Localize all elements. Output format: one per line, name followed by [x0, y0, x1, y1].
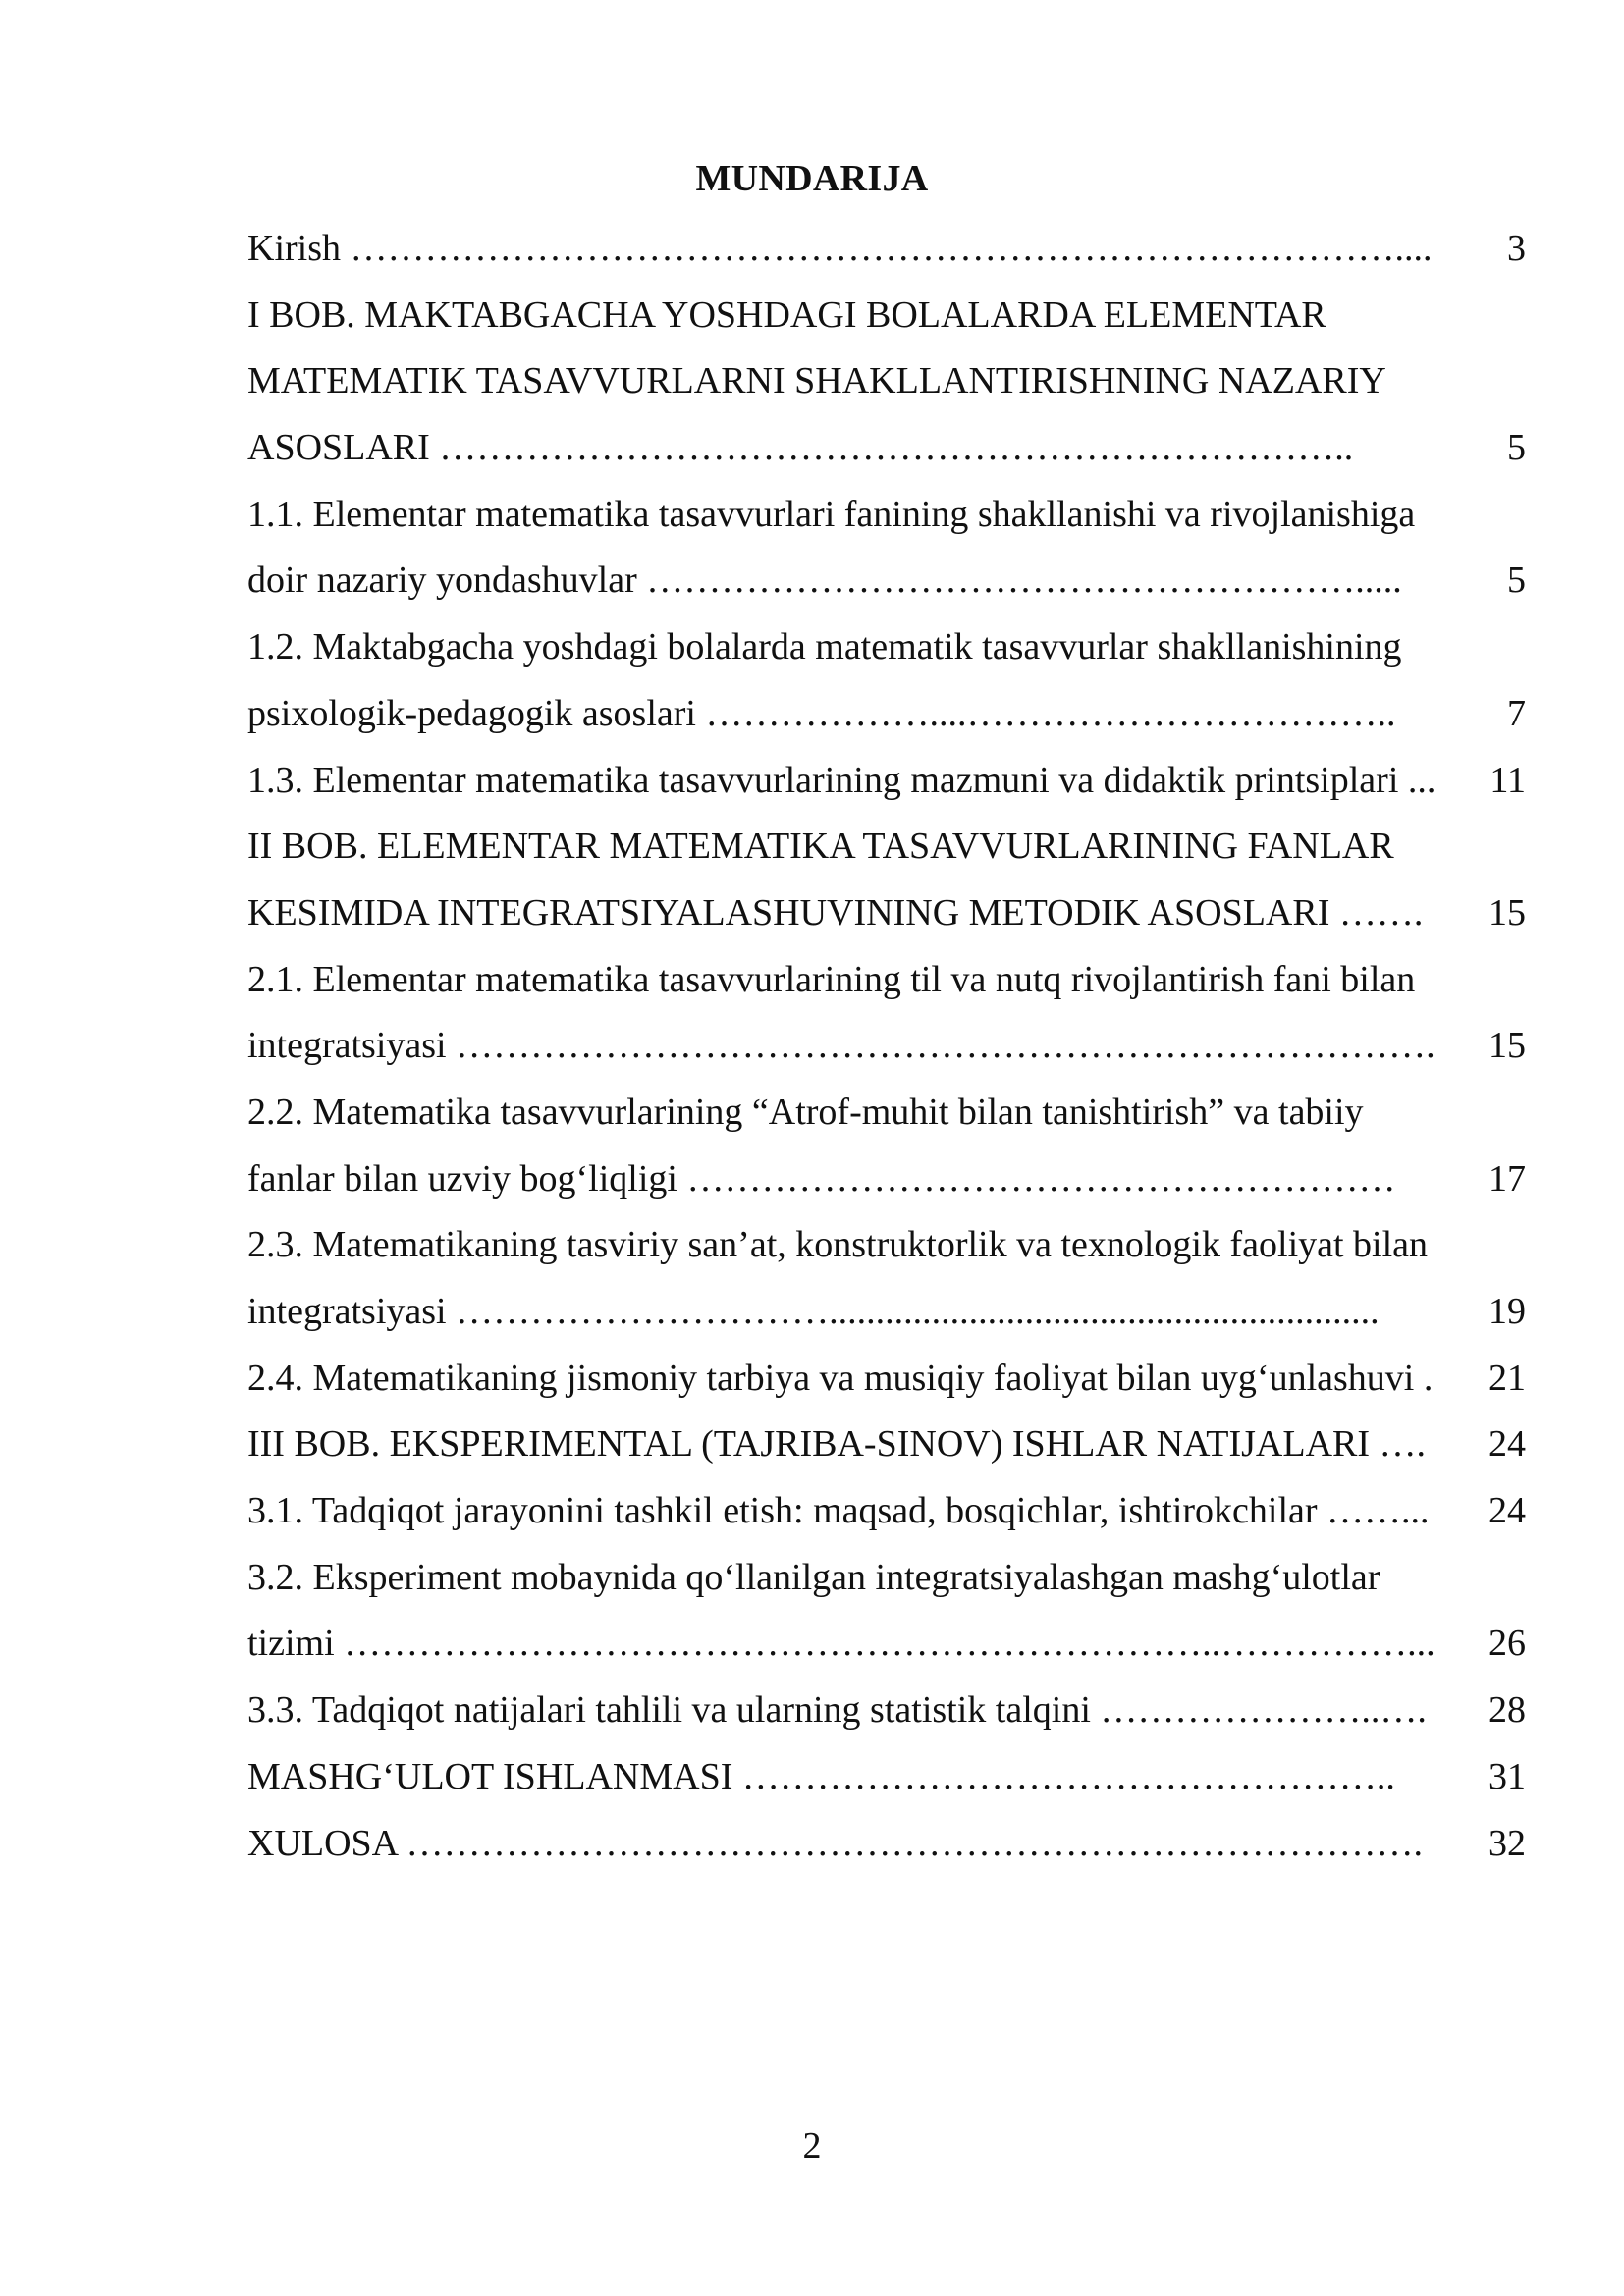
toc-entry-text: 1.1. Elementar matematika tasavvurlari fanining shakllanishi va rivojlanishiga	[247, 493, 1416, 535]
toc-line	[247, 1212, 1526, 1279]
toc-line	[247, 681, 1526, 748]
toc-entry-text: 2.3. Matematikaning tasviriy san’at, konstruktorlik va texnologik faoliyat bilan	[247, 1224, 1429, 1266]
toc-entry-text: 3.3. Tadqiqot natijalari tahlili va ularning statistik talqini …………………..….	[247, 1689, 1427, 1732]
toc-entry-text: integratsiyasi …………………………...........................................................	[247, 1291, 1380, 1332]
toc-entry-text: II BOB. ELEMENTAR MATEMATIKA TASAVVURLARINING FANLAR	[247, 826, 1394, 868]
toc-page-number: 17	[1489, 1157, 1526, 1200]
toc-page-number: 31	[1489, 1755, 1526, 1797]
toc-line	[247, 1147, 1526, 1213]
toc-line	[247, 415, 1526, 482]
toc-entry-text: I BOB. MAKTABGACHA YOSHDAGI BOLALARDA ELEMENTAR	[247, 294, 1326, 336]
toc-page-number: 28	[1489, 1689, 1526, 1732]
toc-entry-text: doir nazariy yondashuvlar ………………………………………………….....	[247, 560, 1402, 602]
toc-entry-text: KESIMIDA INTEGRATSIYALASHUVINING METODIK ASOSLARI …….	[247, 891, 1424, 934]
toc-line	[247, 814, 1526, 881]
toc-page-number: 19	[1489, 1291, 1526, 1332]
toc-page-number: 24	[1489, 1490, 1526, 1532]
toc-line	[247, 482, 1526, 549]
toc-title: MUNDARIJA	[695, 158, 929, 199]
toc-line	[247, 1346, 1526, 1413]
toc-line	[247, 1080, 1526, 1147]
toc-line	[247, 1279, 1526, 1346]
toc-entry-text: 3.1. Tadqiqot jarayonini tashkil etish: maqsad, bosqichlar, ishtirokchilar ……...	[247, 1490, 1430, 1532]
toc-page-number: 7	[1507, 692, 1526, 734]
page-number: 2	[802, 2125, 822, 2166]
toc-line	[247, 1013, 1526, 1080]
toc-line	[247, 1611, 1526, 1678]
toc-page-number: 15	[1489, 1025, 1526, 1067]
toc-entry-text: 1.3. Elementar matematika tasavvurlarining mazmuni va didaktik printsiplari ...	[247, 759, 1436, 801]
toc-entry-text: 2.4. Matematikaning jismoniy tarbiya va musiqiy faoliyat bilan uyg‘unlashuvi .	[247, 1357, 1434, 1399]
toc-line	[247, 348, 1526, 415]
toc-line	[247, 947, 1526, 1014]
toc-entry-text: Kirish …………………………………………………………………………....	[247, 228, 1433, 269]
toc-line	[247, 1545, 1526, 1612]
toc-page-number: 11	[1489, 759, 1526, 801]
toc-line	[247, 748, 1526, 815]
toc-entry-text: MATEMATIK TASAVVURLARNI SHAKLLANTIRISHNING NAZARIY	[247, 360, 1386, 402]
toc-entry-text: ASOSLARI ………………………………………………………………..	[247, 427, 1354, 469]
toc-entry-text: 2.1. Elementar matematika tasavvurlarining til va nutq rivojlantirish fani bilan	[247, 958, 1416, 1000]
toc-entry-text: 3.2. Eksperiment mobaynida qo‘llanilgan integratsiyalashgan mashg‘ulotlar	[247, 1556, 1380, 1598]
toc-line	[247, 1412, 1526, 1478]
toc-line	[247, 1678, 1526, 1744]
toc-entry-text: tizimi ……………………………………………………………..……………...	[247, 1623, 1435, 1665]
toc-entry-text: integratsiyasi …………………………………………………………………….	[247, 1025, 1435, 1067]
toc-line	[247, 614, 1526, 681]
toc-line	[247, 216, 1526, 283]
toc-entry-text: psixologik-pedagogik asoslari ………………....……………………………..	[247, 692, 1396, 734]
toc-page-number: 5	[1507, 427, 1526, 469]
toc-entry-text: XULOSA ……………………………………………………………………….	[247, 1822, 1424, 1864]
toc-page-number: 24	[1489, 1423, 1526, 1466]
toc-line	[247, 1744, 1526, 1811]
toc-entry-text: 1.2. Maktabgacha yoshdagi bolalarda matematik tasavvurlar shakllanishining	[247, 626, 1402, 668]
table-of-contents	[247, 216, 1526, 1877]
toc-entry-text: fanlar bilan uzviy bog‘liqligi …………………………………………………	[247, 1157, 1396, 1200]
toc-page-number: 32	[1489, 1822, 1526, 1864]
toc-entry-text: 2.2. Matematika tasavvurlarining “Atrof-muhit bilan tanishtirish” va tabiiy	[247, 1091, 1364, 1133]
toc-line	[247, 1811, 1526, 1878]
toc-line	[247, 283, 1526, 349]
toc-page-number: 15	[1489, 891, 1526, 934]
toc-entry-text: MASHG‘ULOT ISHLANMASI ……………………………………………..	[247, 1755, 1395, 1797]
toc-page-number: 21	[1489, 1357, 1526, 1399]
toc-page-number: 26	[1489, 1623, 1526, 1665]
toc-page-number: 3	[1507, 228, 1526, 269]
toc-line	[247, 548, 1526, 614]
toc-line	[247, 1478, 1526, 1545]
toc-entry-text: III BOB. EKSPERIMENTAL (TAJRIBA-SINOV) ISHLAR NATIJALARI ….	[247, 1423, 1427, 1466]
toc-line	[247, 881, 1526, 947]
toc-page-number: 5	[1507, 560, 1526, 602]
